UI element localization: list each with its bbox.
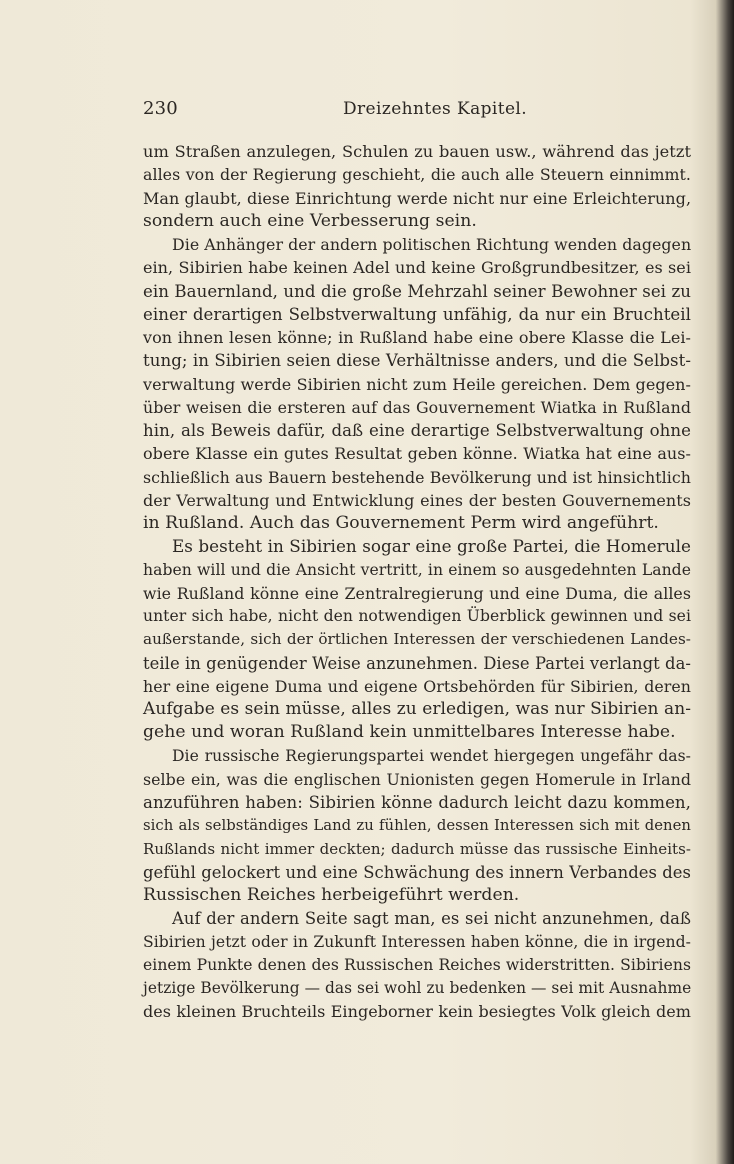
text-line: außerstande, sich der örtlichen Interessen der verschiedenen Landes-	[143, 630, 691, 649]
text-line: Auf der andern Seite sagt man, es sei nicht anzunehmen, daß	[172, 909, 691, 929]
text-line: Sibirien jetzt oder in Zukunft Interessen haben könne, die in irgend-	[143, 932, 691, 951]
text-line: teile in genügender Weise anzunehmen. Diese Partei verlangt da-	[143, 653, 691, 673]
text-line: jetzige Bevölkerung — das sei wohl zu bedenken — sei mit Ausnahme	[143, 979, 692, 997]
text-line: alles von der Regierung geschieht, die auch alle Steuern einnimmt.	[143, 165, 691, 185]
text-line: her eine eigene Duma und eigene Ortsbehörden für Sibirien, deren	[143, 676, 691, 696]
text-line: sondern auch eine Verbesserung sein.	[143, 210, 477, 231]
text-line: schließlich aus Bauern bestehende Bevölkerung und ist hinsichtlich	[143, 467, 691, 487]
text-line: Rußlands nicht immer deckten; dadurch müsse das russische Einheits-	[143, 839, 691, 858]
text-line: gefühl gelockert und eine Schwächung des innern Verbandes des	[143, 862, 691, 882]
page-number: 230	[143, 98, 178, 119]
text-line: in Rußland. Auch das Gouvernement Perm wird angeführt.	[143, 513, 659, 533]
text-line: wie Rußland könne eine Zentralregierung und eine Duma, die alles	[143, 583, 691, 603]
text-line: gehe und woran Rußland kein unmittelbares Interesse habe.	[143, 722, 676, 743]
text-line: Aufgabe es sein müsse, alles zu erledigen, was nur Sibirien an-	[143, 699, 691, 719]
text-line: um Straßen anzulegen, Schulen zu bauen usw., während das jetzt	[143, 142, 691, 161]
text-line: selbe ein, was die englischen Unionisten gegen Homerule in Irland	[143, 769, 691, 789]
text-line: ein Bauernland, und die große Mehrzahl seiner Bewohner sei zu	[143, 281, 691, 301]
text-line: hin, als Beweis dafür, daß eine derartige Selbstverwaltung ohne	[143, 421, 691, 440]
text-line: anzuführen haben: Sibirien könne dadurch leicht dazu kommen,	[143, 793, 691, 812]
text-line: Die Anhänger der andern politischen Richtung wenden dagegen	[172, 235, 692, 254]
page-header	[143, 92, 691, 126]
text-line: über weisen die ersteren auf das Gouvernement Wiatka in Rußland	[143, 397, 691, 417]
text-line: Die russische Regierungspartei wendet hiergegen ungefähr das-	[172, 746, 691, 765]
text-line: einer derartigen Selbstverwaltung unfähig, da nur ein Bruchteil	[143, 304, 691, 324]
text-line: von ihnen lesen könne; in Rußland habe eine obere Klasse die Lei-	[143, 328, 691, 347]
text-line: tung; in Sibirien seien diese Verhältnisse anders, und die Selbst-	[143, 351, 691, 371]
text-line: unter sich habe, nicht den notwendigen Überblick gewinnen und sei	[143, 607, 691, 625]
text-line: sich als selbständiges Land zu fühlen, dessen Interessen sich mit denen	[143, 817, 691, 835]
text-line: Man glaubt, diese Einrichtung werde nicht nur eine Erleichterung,	[143, 188, 692, 208]
body-text	[143, 140, 691, 1024]
text-line: obere Klasse ein gutes Resultat geben könne. Wiatka hat eine aus-	[143, 444, 691, 464]
text-line: Russischen Reiches herbeigeführt werden.	[143, 885, 520, 905]
text-line: Es besteht in Sibirien sogar eine große Partei, die Homerule	[172, 536, 691, 557]
running-head: Dreizehntes Kapitel.	[343, 99, 528, 119]
text-line: einem Punkte denen des Russischen Reiches widerstritten. Sibiriens	[143, 955, 691, 974]
text-line: verwaltung werde Sibirien nicht zum Heile gereichen. Dem gegen-	[143, 374, 691, 394]
text-line: der Verwaltung und Entwicklung eines der besten Gouvernements	[143, 490, 691, 510]
text-line: ein, Sibirien habe keinen Adel und keine Großgrundbesitzer, es sei	[143, 258, 691, 278]
text-line: haben will und die Ansicht vertritt, in einem so ausgedehnten Lande	[143, 560, 691, 579]
text-line: des kleinen Bruchteils Eingeborner kein besiegtes Volk gleich dem	[143, 1002, 691, 1022]
